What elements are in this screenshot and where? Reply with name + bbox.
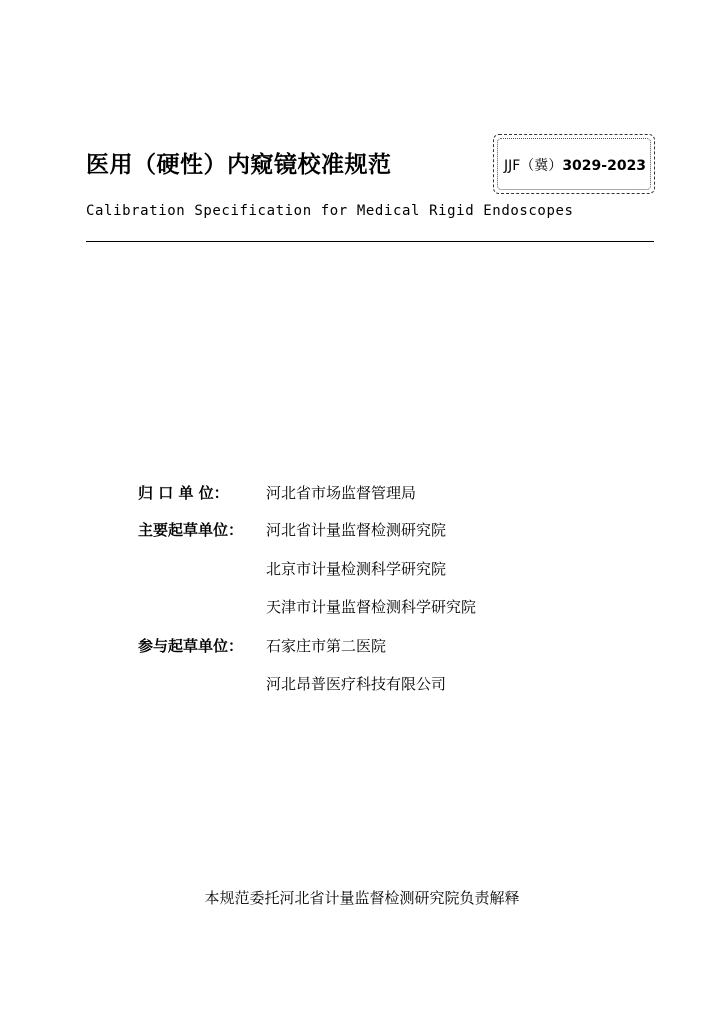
participate-value-2: 河北昂普医疗科技有限公司 <box>266 675 447 693</box>
footer-note: 本规范委托河北省计量监督检测研究院负责解释 <box>204 889 520 907</box>
main-row-3 <box>138 596 476 617</box>
main-value-1: 河北省计量监督检测研究院 <box>266 521 447 539</box>
main-row-1 <box>138 519 446 540</box>
code-text <box>504 155 646 175</box>
code-box <box>493 134 655 194</box>
divider-rule <box>86 241 654 242</box>
title-cn: 医用（硬性）内窥镜校准规范 <box>86 152 392 178</box>
participate-row-1 <box>138 635 386 656</box>
code-prefix: JJF（冀） <box>504 158 563 174</box>
main-row-2 <box>138 558 446 579</box>
participate-value-1: 石家庄市第二医院 <box>266 637 387 655</box>
belong-label: 归 口 单 位： <box>138 484 229 502</box>
main-value-2: 北京市计量检测科学研究院 <box>266 560 447 578</box>
belong-row <box>138 482 416 503</box>
participate-label: 参与起草单位： <box>138 637 244 655</box>
title-en: Calibration Specification for Medical Rigid Endoscopes <box>86 203 574 219</box>
belong-value: 河北省市场监督管理局 <box>266 484 417 502</box>
participate-row-2 <box>138 673 446 694</box>
code-number: 3029-2023 <box>562 158 647 174</box>
main-value-3: 天津市计量监督检测科学研究院 <box>266 598 477 616</box>
main-label: 主要起草单位： <box>138 521 244 539</box>
